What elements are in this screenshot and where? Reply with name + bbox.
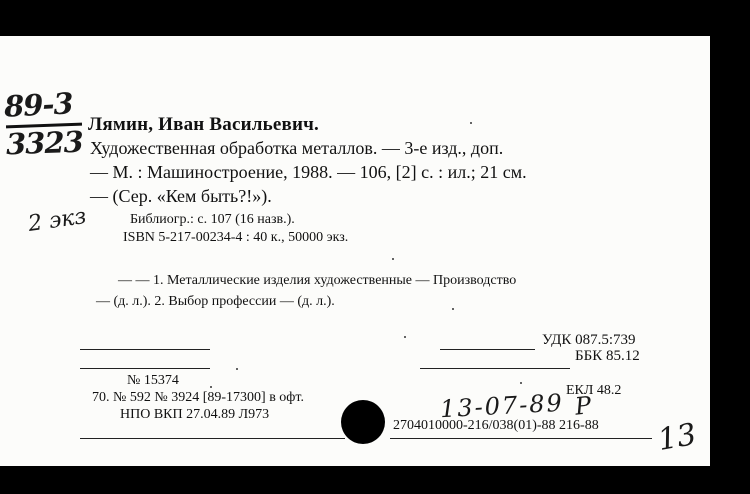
- handwritten-copies: 2 экз: [26, 204, 88, 237]
- handwritten-date: 13-07-89: [439, 388, 565, 424]
- npo-line: НПО ВКП 27.04.89 Л973: [120, 407, 270, 422]
- title-line-3: — (Сер. «Кем быть?!»).: [90, 186, 272, 206]
- bbk-rule-left: [80, 368, 210, 369]
- punch-hole: [341, 400, 385, 444]
- subjects-line-1: — — 1. Металлические изделия художественные — Производство: [118, 273, 517, 288]
- order-line: 70. № 592 № 3924 [89-17300] в офт.: [92, 390, 304, 405]
- classification-rule-left: [80, 349, 210, 350]
- ekl-code: ЕКЛ 48.2: [566, 383, 622, 398]
- isbn-line: ISBN 5-217-00234-4 : 40 к., 50000 экз.: [123, 230, 349, 245]
- footer-rule-left: [80, 438, 345, 439]
- speck: [392, 258, 394, 260]
- handwritten-initial: Р: [573, 391, 593, 421]
- bbk-rule-right: [420, 368, 570, 369]
- speck: [404, 336, 406, 338]
- call-number-bottom: 3323: [5, 124, 84, 162]
- speck: [236, 368, 238, 370]
- footer-rule-right: [390, 438, 652, 439]
- author-heading: Лямин, Иван Васильевич.: [88, 114, 319, 135]
- call-number-top: 89-3: [3, 86, 74, 124]
- bibliography-note: Библиогр.: с. 107 (16 назв.).: [130, 212, 295, 227]
- handwritten-page-number: 13: [655, 416, 699, 459]
- speck: [470, 122, 472, 124]
- subjects-line-2: — (д. л.). 2. Выбор профессии — (д. л.).: [96, 294, 335, 309]
- record-number: № 15374: [127, 373, 179, 388]
- title-line-1: Художественная обработка металлов. — 3-е изд., доп.: [90, 138, 504, 158]
- speck: [520, 382, 522, 384]
- classification-rule-right: [440, 349, 535, 350]
- bbk-code: ББК 85.12: [575, 348, 640, 364]
- footer-code: 2704010000-216/038(01)-88 216-88: [393, 418, 599, 433]
- title-line-2: — М. : Машиностроение, 1988. — 106, [2] с. : ил.; 21 см.: [90, 162, 527, 182]
- catalog-card: [0, 36, 710, 466]
- udk-code: УДК 087.5:739: [542, 332, 636, 348]
- speck: [452, 308, 454, 310]
- speck: [210, 386, 212, 388]
